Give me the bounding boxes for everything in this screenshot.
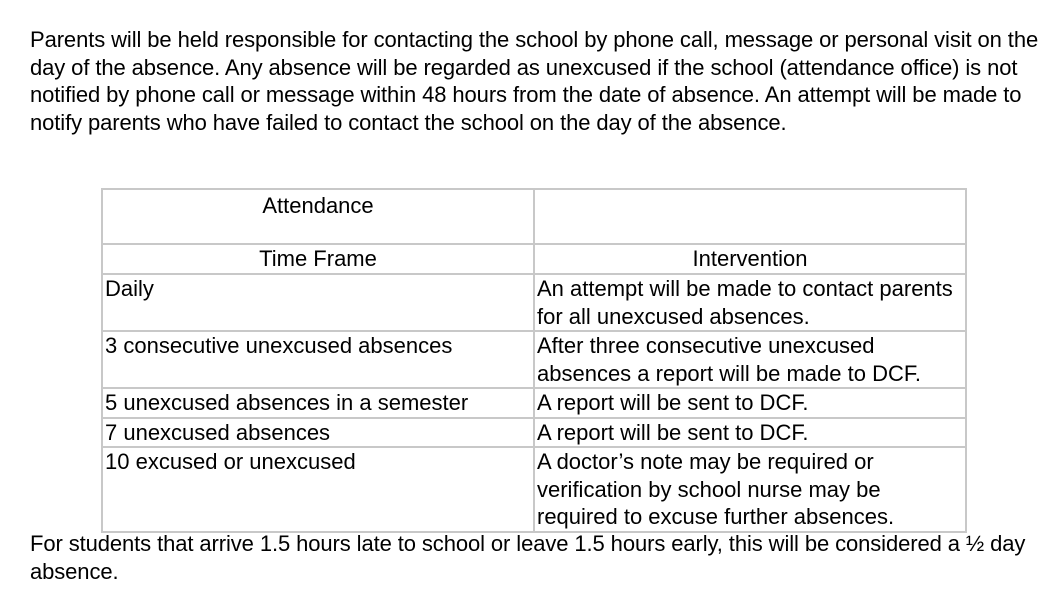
intervention-cell: An attempt will be made to contact parents for all unexcused absences. (534, 274, 966, 331)
table-title-empty-cell (534, 189, 966, 244)
header-intervention: Intervention (534, 244, 966, 274)
table-row (102, 274, 966, 331)
table-row (102, 388, 966, 418)
footer-paragraph: For students that arrive 1.5 hours late to school or leave 1.5 hours early, this will be considered a ½ day absence. (30, 531, 1026, 584)
time-frame-cell: 5 unexcused absences in a semester (102, 388, 534, 418)
table-title-row (102, 189, 966, 244)
table-row (102, 331, 966, 388)
table-title: Attendance (102, 189, 534, 244)
attendance-table (101, 188, 967, 533)
intervention-cell: A doctor’s note may be required or verification by school nurse may be required to excuse further absences. (534, 447, 966, 532)
time-frame-cell: 10 excused or unexcused (102, 447, 534, 532)
header-time-frame: Time Frame (102, 244, 534, 274)
table-row (102, 447, 966, 532)
time-frame-cell: 7 unexcused absences (102, 418, 534, 448)
intervention-cell: A report will be sent to DCF. (534, 388, 966, 418)
time-frame-cell: 3 consecutive unexcused absences (102, 331, 534, 388)
table-header-row (102, 244, 966, 274)
intro-paragraph: Parents will be held responsible for contacting the school by phone call, message or personal visit on the day of the absence. Any absence will be regarded as unexcused if the school (attendance office) is not notified by phone call or message within 48 hours from the date of absence. An attempt will be made to notify parents who have failed to contact the school on the day of the absence. (30, 27, 1039, 135)
intervention-cell: After three consecutive unexcused absences a report will be made to DCF. (534, 331, 966, 388)
table-row (102, 418, 966, 448)
intervention-cell: A report will be sent to DCF. (534, 418, 966, 448)
time-frame-cell: Daily (102, 274, 534, 331)
